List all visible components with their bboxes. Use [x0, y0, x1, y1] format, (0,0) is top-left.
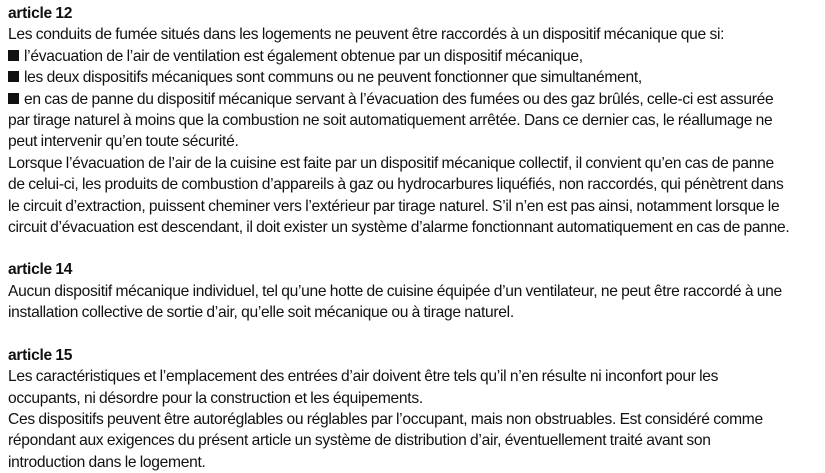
paragraph-line: le circuit d’extraction, puissent cheminer vers l’extérieur par tirage naturel. S’il n’en est pas ainsi, notamment lorsque le [8, 197, 780, 215]
paragraph-line: par tirage naturel à moins que la combustion ne soit automatiquement arrêtée. Dans ce dernier cas, le réallumage ne [8, 112, 773, 130]
paragraph-line: circuit d’évacuation est descendant, il doit exister un système d’alarme fonctionnant automatiquement en cas de panne. [8, 219, 790, 237]
article-heading: article 14 [8, 261, 73, 279]
bullet-text: l’évacuation de l’air de ventilation est également obtenue par un dispositif mécanique, [24, 47, 583, 65]
article-12 [8, 3, 817, 238]
paragraph-line: Les caractéristiques et l’emplacement des entrées d’air doivent être tels qu’il n’en résulte ni inconfort pour les [8, 368, 719, 386]
paragraph-line: installation collective de sortie d’air, qu’elle soit mécanique ou à tirage naturel. [8, 304, 514, 322]
paragraph-line: Lorsque l’évacuation de l’air de la cuisine est faite par un dispositif mécanique collectif, il convient qu’en cas de panne [8, 154, 774, 172]
paragraph-line: Aucun dispositif mécanique individuel, tel qu’une hotte de cuisine équipée d’un ventilateur, ne peut être raccordé à une [8, 282, 782, 300]
square-bullet-icon [8, 50, 19, 61]
article-14 [8, 259, 817, 323]
bullet-item [8, 67, 817, 88]
article-heading: article 15 [8, 346, 73, 364]
square-bullet-icon [8, 93, 19, 104]
bullet-item [8, 89, 817, 110]
paragraph-line: Ces dispositifs peuvent être autoréglables ou réglables par l’occupant, mais non obstruables. Est considéré comme [8, 410, 763, 428]
article-heading: article 12 [8, 5, 73, 22]
paragraph-line: répondant aux exigences du présent article un système de distribution d’air, éventuellement traité avant son [8, 432, 711, 450]
paragraph-line: peut intervenir qu’en toute sécurité. [8, 133, 239, 151]
bullet-item [8, 46, 817, 67]
square-bullet-icon [8, 71, 19, 82]
bullet-text: les deux dispositifs mécaniques sont communs ou ne peuvent fonctionner que simultanément, [24, 69, 642, 87]
paragraph-line: Les conduits de fumée situés dans les logements ne peuvent être raccordés à un dispositif mécanique que si: [8, 26, 725, 44]
paragraph-line: occupants, ni désordre pour la construction et les équipements. [8, 389, 423, 407]
bullet-text: en cas de panne du dispositif mécanique servant à l’évacuation des fumées ou des gaz brûlés, celle-ci est assurée [24, 90, 774, 108]
paragraph-line: introduction dans le logement. [8, 453, 206, 471]
paragraph-line: de celui-ci, les produits de combustion d’appareils à gaz ou hydrocarbures liquéfiés, non raccordés, qui pénètrent dans [8, 176, 784, 194]
article-15 [8, 345, 817, 473]
